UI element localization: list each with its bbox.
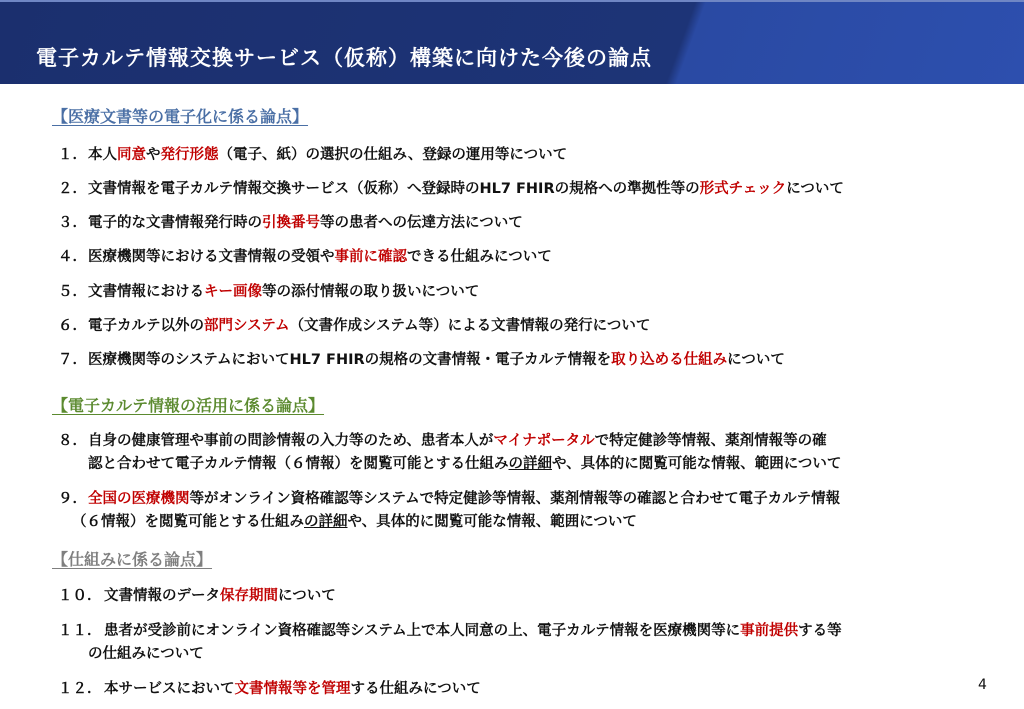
- item-text: 認と合わせて電子カルテ情報（６情報）を閲覧可能とする仕組み: [88, 456, 509, 472]
- highlight-text: 部門システム: [204, 318, 290, 334]
- item-text: や、具体的に閲覧可能な情報、範囲について: [347, 514, 637, 530]
- highlight-text: 同意: [117, 147, 146, 163]
- section-heading-mechanism: 【仕組みに係る論点】: [52, 550, 213, 569]
- list-item-line: [88, 642, 204, 663]
- highlight-text: 事前に確認: [334, 249, 407, 265]
- item-text: 等の添付情報の取り扱いについて: [262, 284, 480, 300]
- item-text: （文書作成システム等）による文書情報の発行について: [289, 318, 651, 334]
- item-number: ２．: [58, 181, 87, 197]
- item-number: ４．: [58, 249, 87, 265]
- highlight-text: 全国の医療機関: [88, 491, 190, 507]
- item-text: 文書情報における: [88, 284, 204, 300]
- item-number: １．: [58, 147, 87, 163]
- item-number: ５．: [58, 284, 87, 300]
- page-number: 4: [978, 677, 987, 693]
- highlight-text: 保存期間: [220, 588, 278, 604]
- item-text: （電子、紙）の選択の仕組み、登録の運用等について: [218, 147, 568, 163]
- list-item-line: [58, 177, 844, 198]
- highlight-text: 取り込める仕組み: [611, 352, 728, 368]
- item-text: や、具体的に閲覧可能な情報、範囲について: [552, 456, 842, 472]
- item-number: １２．: [58, 681, 102, 697]
- section-heading-utilization: 【電子カルテ情報の活用に係る論点】: [52, 396, 325, 415]
- item-text: について: [278, 588, 336, 604]
- underlined-text: の詳細: [508, 456, 552, 472]
- list-item-line: [58, 487, 840, 508]
- item-number: １０．: [58, 588, 102, 604]
- section-heading-digitization: 【医療文書等の電子化に係る論点】: [52, 107, 309, 126]
- item-text: する仕組みについて: [350, 681, 481, 697]
- list-item-line: [58, 348, 785, 369]
- item-text: 等の患者への伝達方法について: [320, 215, 523, 231]
- item-text: 文書情報を電子カルテ情報交換サービス（仮称）へ登録時のHL7 FHIRの規格への準拠性等の: [88, 181, 700, 197]
- item-text: について: [786, 181, 844, 197]
- item-text: の仕組みについて: [88, 646, 204, 662]
- item-text: 自身の健康管理や事前の問診情報の入力等のため、患者本人が: [88, 433, 494, 449]
- highlight-text: 発行形態: [160, 147, 219, 163]
- underlined-text: の詳細: [304, 514, 348, 530]
- list-item-line: [58, 429, 827, 450]
- highlight-text: キー画像: [204, 284, 262, 300]
- item-text: で特定健診等情報、薬剤情報等の確: [594, 433, 827, 449]
- list-item-line: [58, 584, 336, 605]
- list-item-line: [58, 314, 650, 335]
- item-text: できる仕組みについて: [407, 249, 552, 265]
- item-number: １１．: [58, 623, 102, 639]
- item-text: 電子カルテ以外の: [88, 318, 204, 334]
- list-item-line: [58, 280, 479, 301]
- list-item-line: [88, 452, 841, 473]
- highlight-text: 事前提供: [740, 623, 799, 639]
- list-item-line: [72, 510, 637, 531]
- list-item-line: [58, 677, 481, 698]
- list-item-line: [58, 143, 567, 164]
- item-text: 本サービスにおいて: [104, 681, 235, 697]
- list-item-line: [58, 619, 842, 640]
- item-number: ９．: [58, 491, 87, 507]
- list-item-line: [58, 245, 552, 266]
- item-text: 電子的な文書情報発行時の: [88, 215, 262, 231]
- item-number: ３．: [58, 215, 87, 231]
- item-text: 文書情報のデータ: [104, 588, 220, 604]
- item-text: （６情報）を閲覧可能とする仕組み: [72, 514, 304, 530]
- item-text: 本人: [88, 147, 117, 163]
- item-text: 医療機関等のシステムにおいてHL7 FHIRの規格の文書情報・電子カルテ情報を: [88, 352, 612, 368]
- title-bar: [0, 0, 1024, 84]
- list-item-line: [58, 211, 523, 232]
- item-text: 等がオンライン資格確認等システムで特定健診等情報、薬剤情報等の確認と合わせて電子カルテ情報: [189, 491, 841, 507]
- item-number: ７．: [58, 352, 87, 368]
- item-number: ８．: [58, 433, 87, 449]
- item-number: ６．: [58, 318, 87, 334]
- item-text: について: [727, 352, 785, 368]
- highlight-text: マイナポータル: [493, 433, 595, 449]
- highlight-text: 引換番号: [262, 215, 320, 231]
- highlight-text: 形式チェック: [699, 181, 787, 197]
- item-text: 医療機関等における文書情報の受領や: [88, 249, 335, 265]
- item-text: 患者が受診前にオンライン資格確認等システム上で本人同意の上、電子カルテ情報を医療機関等に: [104, 623, 741, 639]
- item-text: する等: [798, 623, 842, 639]
- highlight-text: 文書情報等を管理: [234, 681, 351, 697]
- item-text: や: [146, 147, 161, 163]
- page-title: 電子カルテ情報交換サービス（仮称）構築に向けた今後の論点: [36, 46, 652, 70]
